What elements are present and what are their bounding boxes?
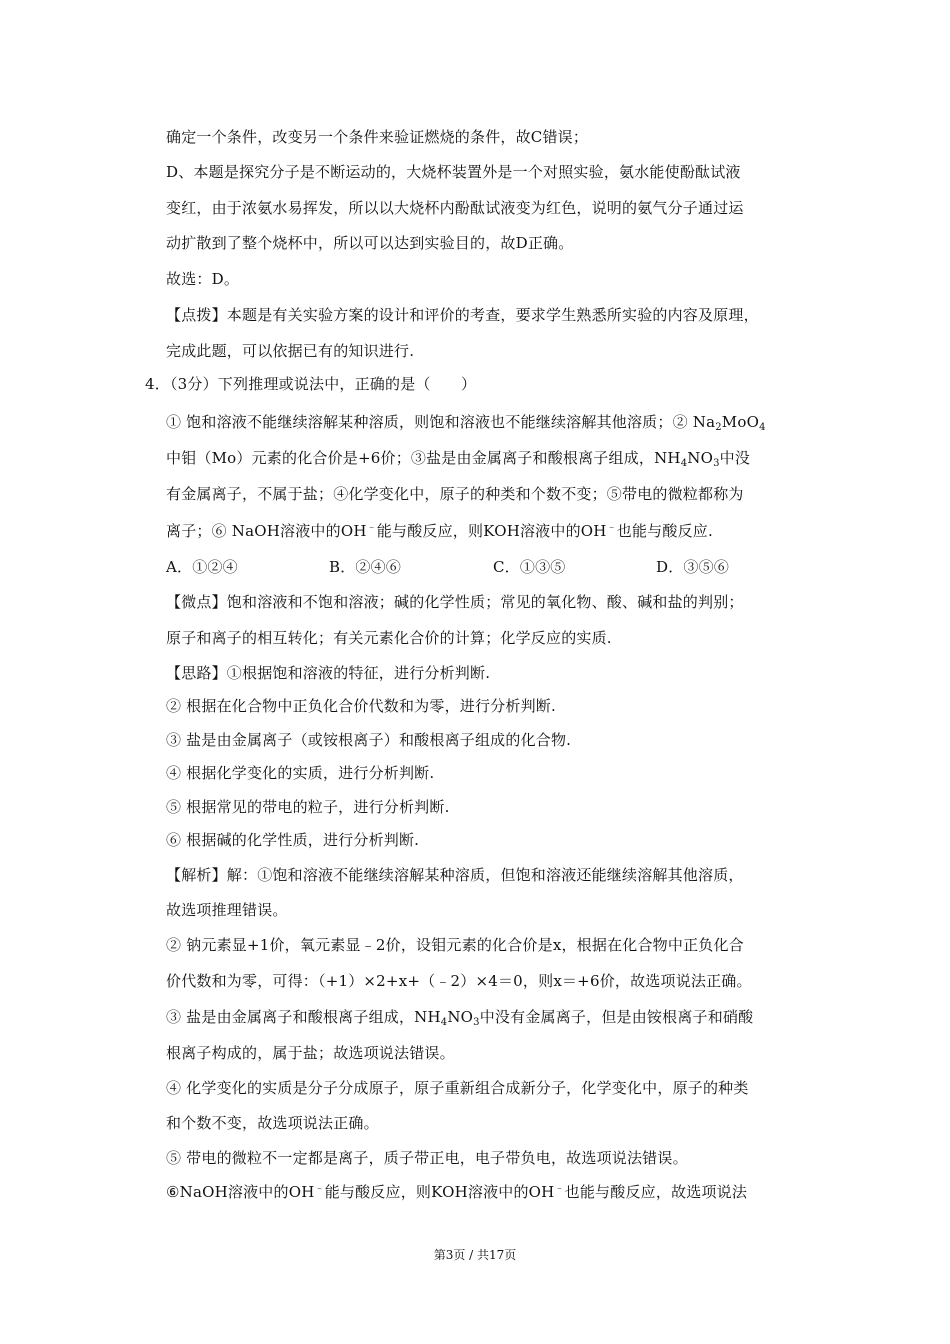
text-line: ⑥ 根据碱的化学性质，进行分析判断.: [166, 831, 420, 849]
text-line: ⑥NaOH溶液中的OH﹣能与酸反应，则KOH溶液中的OH﹣也能与酸反应，故选项说法: [166, 1183, 748, 1201]
option-b: B．②④⑥: [329, 558, 402, 576]
text-line: 故选项推理错误。: [166, 901, 288, 919]
question-title: 4．（3分）下列推理或说法中，正确的是（ ）: [145, 375, 477, 393]
text-line: 确定一个条件，改变另一个条件来验证燃烧的条件，故C错误；: [166, 128, 589, 146]
text-line: ⑤ 带电的微粒不一定都是离子，质子带正电，电子带负电，故选项说法错误。: [166, 1149, 688, 1167]
text-line: 和个数不变，故选项说法正确。: [166, 1114, 379, 1132]
text-line: ② 根据在化合物中正负化合价代数和为零，进行分析判断.: [166, 697, 556, 715]
text-line: 【思路】①根据饱和溶液的特征，进行分析判断.: [166, 664, 491, 682]
answer-options: [166, 557, 786, 577]
text-line: 价代数和为零，可得：（+1）×2+x+（﹣2）×4＝0，则x＝+6价，故选项说法正确。: [166, 972, 752, 990]
text-line: 【点拨】本题是有关实验方案的设计和评价的考查，要求学生熟悉所实验的内容及原理，: [166, 306, 759, 324]
text-line: D、本题是探究分子是不断运动的，大烧杯装置外是一个对照实验，氨水能使酚酞试液: [166, 163, 741, 181]
text-line: ② 钠元素显+1价，氧元素显﹣2价，设钼元素的化合价是x，根据在化合物中正负化合: [166, 936, 744, 954]
option-d: D．③⑤⑥: [656, 558, 730, 576]
text-line: 【解析】解：①饱和溶液不能继续溶解某种溶质，但饱和溶液还能继续溶解其他溶质，: [166, 866, 744, 884]
text-line: 原子和离子的相互转化；有关元素化合价的计算；化学反应的实质.: [166, 629, 612, 647]
text-line: ④ 根据化学变化的实质，进行分析判断.: [166, 764, 435, 782]
text-line: 故选：D。: [166, 270, 240, 288]
page-footer: 第3页 / 共17页: [433, 1248, 517, 1262]
text-line: ⑤ 根据常见的带电的粒子，进行分析判断.: [166, 798, 450, 816]
text-line: ③ 盐是由金属离子（或铵根离子）和酸根离子组成的化合物.: [166, 731, 572, 749]
text-line: 动扩散到了整个烧杯中，所以可以达到实验目的，故D正确。: [166, 234, 574, 252]
text-line: 有金属离子，不属于盐；④化学变化中，原子的种类和个数不变；⑤带电的微粒都称为: [166, 485, 744, 503]
text-line: 离子；⑥ NaOH溶液中的OH﹣能与酸反应，则KOH溶液中的OH﹣也能与酸反应.: [166, 522, 713, 540]
text-line: ③ 盐是由金属离子和酸根离子组成，$NH_4NO_3$中没有金属离子，但是由铵根离子和硝酸: [166, 1008, 754, 1028]
option-a: A．①②④: [166, 558, 238, 576]
text-line: ① 饱和溶液不能继续溶解某种溶质，则饱和溶液也不能继续溶解其他溶质；② $Na_2MoO_4$: [166, 413, 766, 433]
text-line: ④ 化学变化的实质是分子分成原子，原子重新组合成新分子，化学变化中，原子的种类: [166, 1079, 749, 1097]
text-line: 【微点】饱和溶液和不饱和溶液；碱的化学性质；常见的氧化物、酸、碱和盐的判别；: [166, 593, 744, 611]
option-c: C．①③⑤: [493, 558, 566, 576]
text-line: 根离子构成的，属于盐；故选项说法错误。: [166, 1044, 455, 1062]
text-line: 中钼（Mo）元素的化合价是+6价；③盐是由金属离子和酸根离子组成，$NH_4NO_3$中没: [166, 449, 751, 469]
text-line: 完成此题，可以依据已有的知识进行.: [166, 342, 415, 360]
text-line: 变红，由于浓氨水易挥发，所以以大烧杯内酚酞试液变为红色，说明的氨气分子通过运: [166, 199, 744, 217]
